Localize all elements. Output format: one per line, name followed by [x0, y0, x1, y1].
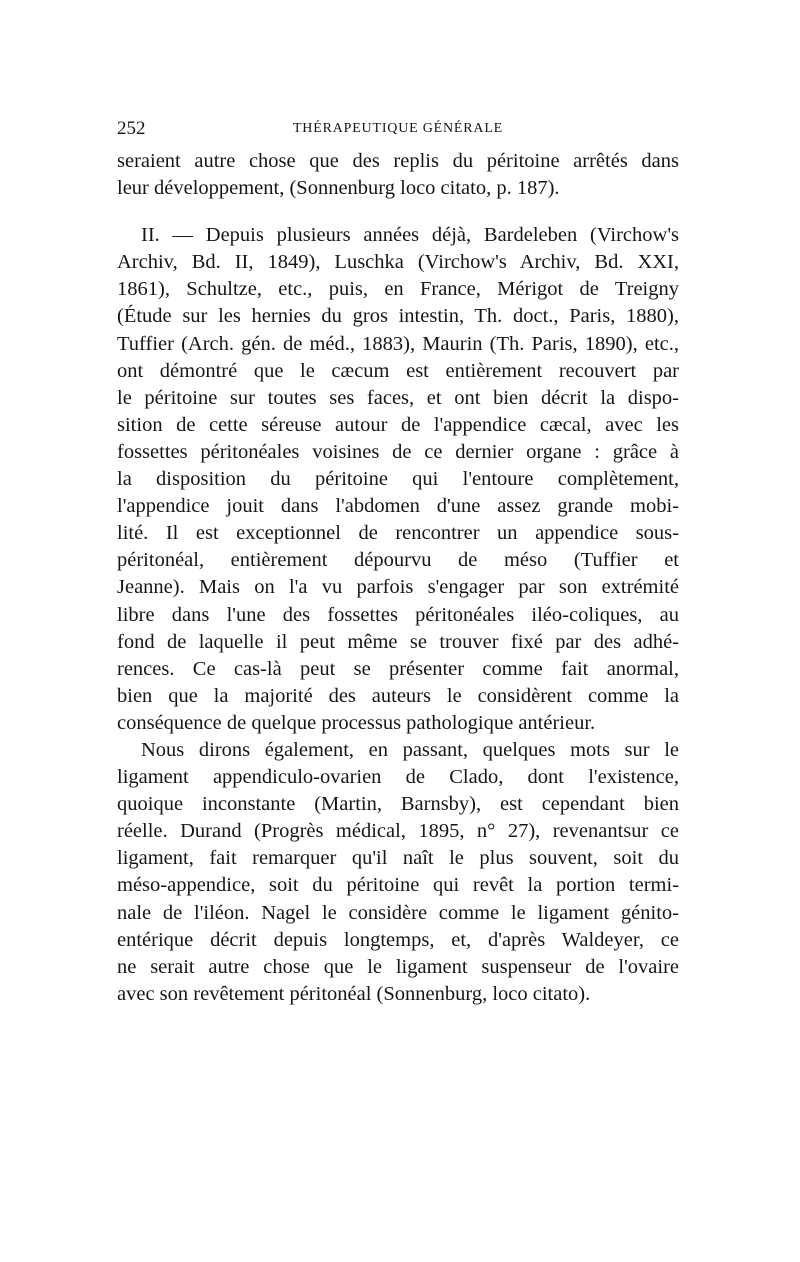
text-line: Archiv, Bd. II, 1849), Luschka (Virchow's Archiv, Bd. XXI,: [117, 251, 679, 274]
text-line: ont démontré que le cæcum est entièrement recouvert par: [117, 359, 679, 382]
text-line: sition de cette séreuse autour de l'appendice cæcal, avec les: [117, 413, 679, 436]
paragraph-text: [117, 737, 679, 1008]
text-line: seraient autre chose que des replis du péritoine arrêtés dans: [117, 150, 679, 172]
page-number: 252: [117, 118, 146, 139]
text-line: (Étude sur les hernies du gros intestin, Th. doct., Paris, 1880),: [117, 305, 679, 328]
paragraph-text: [117, 148, 679, 202]
text-line: quoique inconstante (Martin, Barnsby), est cependant bien: [117, 793, 679, 816]
text-line: rences. Ce cas-là peut se présenter comme fait anormal,: [117, 657, 679, 680]
text-line: conséquence de quelque processus pathologique antérieur.: [117, 711, 596, 734]
text-line: Jeanne). Mais on l'a vu parfois s'engager par son extrémité: [117, 576, 679, 599]
text-line: 1861), Schultze, etc., puis, en France, Mérigot de Treigny: [117, 278, 679, 301]
text-line: avec son revêtement péritonéal (Sonnenburg, loco citato).: [117, 982, 591, 1005]
running-title: THÉRAPEUTIQUE GÉNÉRALE: [292, 121, 504, 136]
running-head: [117, 118, 679, 148]
text-line: Nous dirons également, en passant, quelques mots sur le: [141, 738, 679, 761]
text-line: ligament appendiculo-ovarien de Clado, dont l'existence,: [117, 766, 679, 789]
text-line: méso-appendice, soit du péritoine qui revêt la portion termi-: [117, 874, 679, 897]
text-line: bien que la majorité des auteurs le considèrent comme la: [117, 684, 679, 707]
text-line: libre dans l'une des fossettes péritonéales iléo-coliques, au: [117, 603, 679, 626]
text-line: l'appendice jouit dans l'abdomen d'une assez grande mobi-: [117, 495, 679, 518]
text-line: II. — Depuis plusieurs années déjà, Bardeleben (Virchow's: [141, 224, 679, 247]
text-line: leur développement, (Sonnenburg loco citato, p. 187).: [117, 177, 560, 200]
paragraph-continuation: [117, 148, 679, 202]
paragraph-clado-ligament: [117, 737, 679, 1008]
text-line: lité. Il est exceptionnel de rencontrer un appendice sous-: [117, 522, 679, 545]
text-line: ne serait autre chose que le ligament suspenseur de l'ovaire: [117, 955, 679, 978]
paragraph-text: [117, 222, 679, 737]
text-line: réelle. Durand (Progrès médical, 1895, n° 27), revenantsur ce: [117, 820, 679, 843]
text-line: Tuffier (Arch. gén. de méd., 1883), Maurin (Th. Paris, 1890), etc.,: [117, 332, 679, 355]
paragraph-section-ii: [117, 222, 679, 737]
text-line: le péritoine sur toutes ses faces, et ont bien décrit la dispo-: [117, 386, 679, 409]
text-line: péritonéal, entièrement dépourvu de méso (Tuffier et: [117, 549, 679, 572]
book-page: [117, 118, 679, 1008]
text-line: la disposition du péritoine qui l'entoure complètement,: [117, 468, 679, 491]
text-line: nale de l'iléon. Nagel le considère comme le ligament génito-: [117, 901, 679, 924]
text-line: fond de laquelle il peut même se trouver fixé par des adhé-: [117, 630, 679, 653]
text-line: entérique décrit depuis longtemps, et, d'après Waldeyer, ce: [117, 928, 679, 951]
text-line: fossettes péritonéales voisines de ce dernier organe : grâce à: [117, 440, 679, 463]
text-line: ligament, fait remarquer qu'il naît le plus souvent, soit du: [117, 847, 679, 870]
